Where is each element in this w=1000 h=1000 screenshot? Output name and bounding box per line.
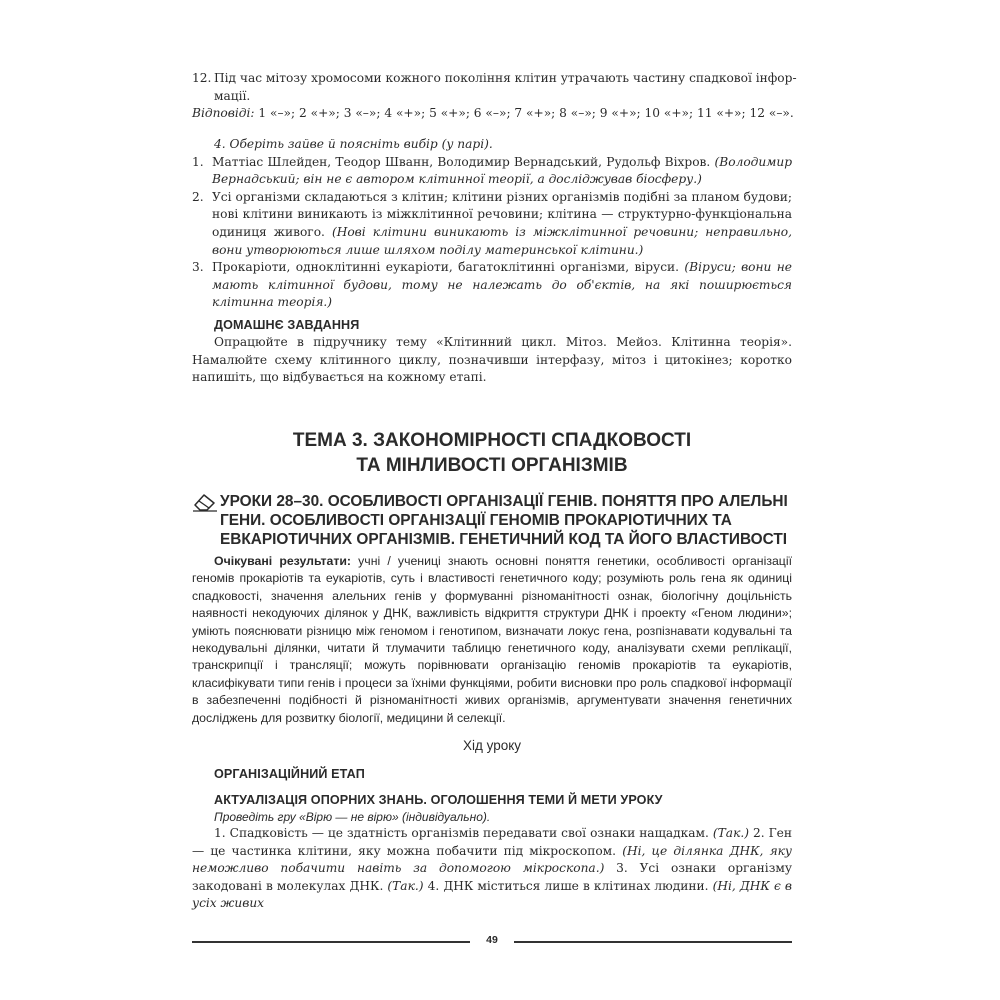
actualization-section (192, 791, 792, 913)
topic-title (192, 428, 792, 478)
statement-2: 2. Ген — це частинка клітини, яку можна побачити під мікроскопом. (192, 826, 793, 858)
lesson-title: УРОКИ 28–30. ОСОБЛИВОСТІ ОРГАНІЗАЦІЇ ГЕНІВ. ПОНЯТТЯ ПРО АЛЕЛЬНІ ГЕНИ. ОСОБЛИВОСТІ ОРГАНІЗАЦІЇ ГЕНОМІВ ПРОКАРІОТИЧНИХ ТА ЕВКАРІОТИЧНИХ ОРГАНІЗМІВ. ГЕНЕТИЧНИЙ КОД ТА ЙОГО ВЛАСТИВОСТІ (220, 493, 788, 548)
answer-4: (Ні, ДНК є в усіх живих (192, 878, 792, 911)
statement-1: 1. Спадковість — це здатність організмів передавати свої ознаки нащадкам. (214, 826, 713, 840)
item-text: Усі організми складаються з клітин; клітини різних організмів подібні за планом будови; нові клітини виникають із міжклітинної речовини; клітина — структурно-функціональна одиниця живого. (212, 189, 792, 239)
question-12 (192, 70, 797, 123)
eraser-icon (192, 492, 218, 512)
task-4-item-2 (192, 189, 792, 259)
task-4-item-3 (192, 259, 792, 312)
answer-3: (Так.) (387, 878, 424, 893)
org-stage-heading: ОРГАНІЗАЦІЙНИЙ ЕТАП (214, 767, 365, 781)
lesson-course-heading: Хід уроку (462, 738, 522, 753)
item-text: Прокаріоти, одноклітинні еукаріоти, багатоклітинні організми, віруси. (212, 260, 680, 275)
results-label: Очікувані результати: (214, 554, 351, 568)
item-answer: (Володимир Вернадський; він не є автором клітинної теорії, а досліджував біосферу.) (212, 154, 793, 187)
task-4 (192, 136, 792, 312)
task-4-item-1 (192, 154, 792, 189)
answers-line (192, 105, 792, 123)
item-answer: (Віруси; вони не мають клітинної будови, тому не належать до об'єктів, на які поширюється клітинна теорія.) (212, 260, 792, 310)
actualization-heading: АКТУАЛІЗАЦІЯ ОПОРНИХ ЗНАНЬ. ОГОЛОШЕННЯ ТЕМИ Й МЕТИ УРОКУ (214, 793, 663, 807)
game-instruction: Проведіть гру «Вірю — не вірю» (індивідуально). (214, 810, 491, 824)
task-4-title: 4. Оберіть зайве й поясніть вибір (у парі). (214, 137, 493, 151)
page-footer (192, 934, 792, 948)
question-text-line1: Під час мітозу хромосоми кожного покоління клітин утрачають частину спадкової інфор- (214, 71, 797, 85)
statement-3: 3. Усі ознаки організму закодовані в молекулах ДНК. (192, 861, 792, 893)
statement-4: 4. ДНК міститься лише в клітинах людини. (423, 878, 713, 893)
item-number: 2. (192, 189, 204, 204)
topic-title-line2: ТА МІНЛИВОСТІ ОРГАНІЗМІВ (356, 455, 628, 476)
homework-section (192, 316, 792, 387)
answer-2: (Ні, це ділянка ДНК, яку неможливо побачити навіть за допомогою мікроскопа.) (192, 843, 792, 876)
homework-text: Опрацюйте в підручнику тему «Клітинний цикл. Мітоз. Мейоз. Клітинна теорія». Намалюйте схему клітинного циклу, позначивши інтерфазу, мітоз і цитокінез; коротко напишіть, що відбувається на кожному етапі. (192, 335, 792, 385)
question-number: 12. (192, 71, 212, 85)
footer-rule-right (514, 941, 792, 943)
page-number: 49 (486, 934, 498, 946)
homework-heading: ДОМАШНЄ ЗАВДАННЯ (214, 318, 360, 332)
expected-results (192, 553, 792, 727)
item-answer: (Нові клітини виникають із міжклітинної речовини; неправильно, вони утворюються лише шляхом поділу материнської клітини.) (212, 224, 793, 257)
results-text: учні / учениці знають основні поняття генетики, особливості організації геномів прокаріотів та еукаріотів, суть і властивості генетичного коду; розуміють роль гена як одиниці спадковості, значення алельних генів у формуванні різноманітності ознак, біологічну доцільність наявності некодуючих ділянок у ДНК, важливість відкриття структури ДНК і проекту «Геном людини»; уміють пояснювати різницю між геномом і генотипом, визначати локус гена, розпізнавати кодувальні та некодувальні ділянки, читати й тлумачити таблицю генетичного коду, аналізувати схеми реплікації, транскрипції і трансляції; можуть порівнювати організацію геномів прокаріотів та еукаріотів, класифікувати типи генів і процеси за їхніми функціями, робити висновки про роль спадкової інформації в забезпеченні подібності й різноманітності живих організмів, аргументувати значення генетичних досліджень для розвитку біології, медицини й селекції. (192, 554, 792, 725)
answers-label: Відповіді: (192, 106, 255, 121)
topic-title-line1: ТЕМА 3. ЗАКОНОМІРНОСТІ СПАДКОВОСТІ (292, 430, 692, 451)
question-text-line2: мації. (214, 88, 251, 103)
lesson-heading (192, 492, 792, 549)
answers-text: 1 «–»; 2 «+»; 3 «–»; 4 «+»; 5 «+»; 6 «–»; 7 «+»; 8 «–»; 9 «+»; 10 «+»; 11 «+»; 12 «–». (254, 106, 794, 121)
game-statements (192, 825, 792, 913)
item-text: Маттіас Шлейден, Теодор Шванн, Володимир Вернадський, Рудольф Віхров. (212, 154, 711, 169)
item-number: 3. (192, 260, 204, 275)
item-number: 1. (192, 154, 204, 169)
answer-1: (Так.) (712, 826, 749, 840)
